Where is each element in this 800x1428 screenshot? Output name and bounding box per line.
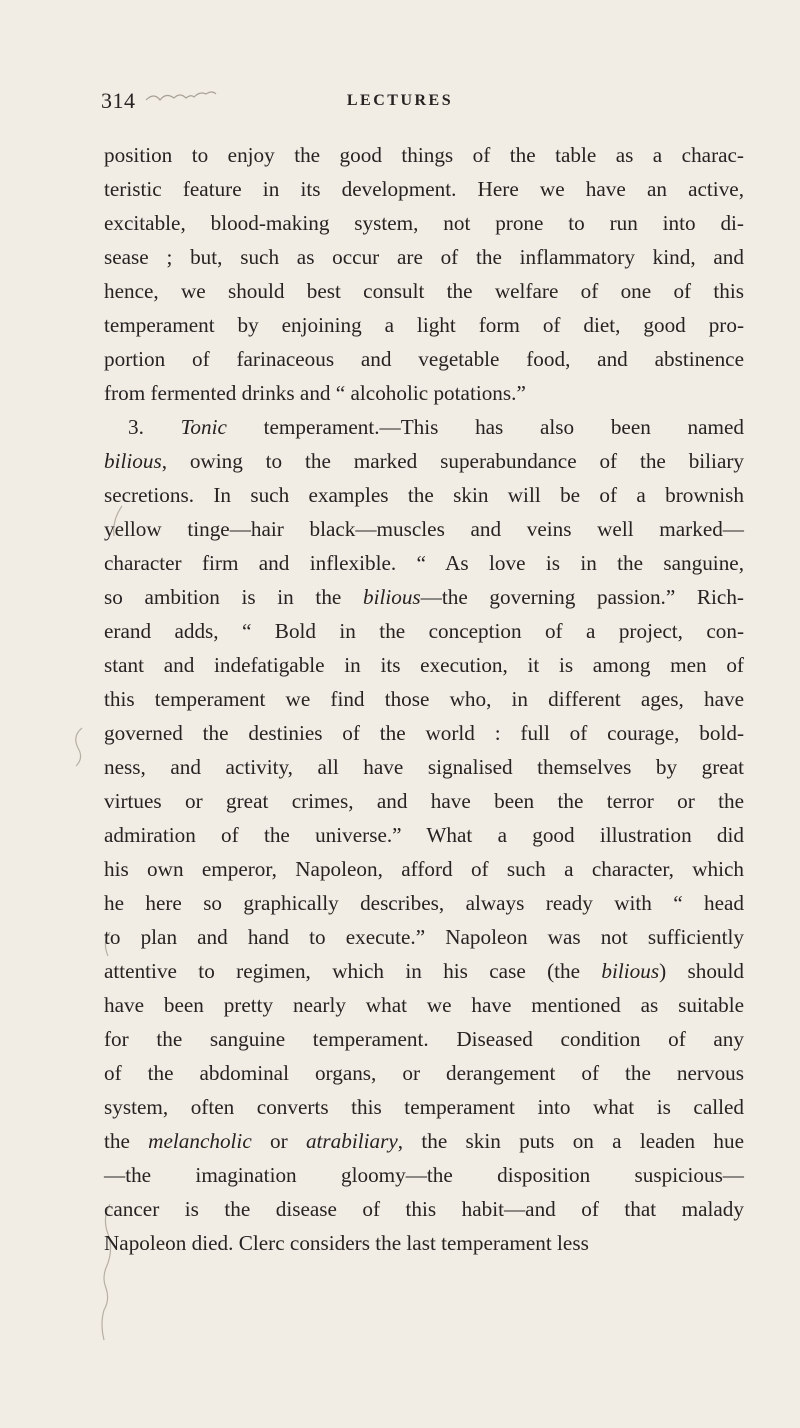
- text-line: teristic feature in its development. Here we have an active,: [104, 177, 744, 201]
- text-line: to plan and hand to execute.” Napoleon was not sufficiently: [104, 925, 744, 949]
- text-line: attentive to regimen, which in his case (the bilious) should: [104, 959, 744, 983]
- text-line: 3. Tonic temperament.—This has also been named: [128, 415, 745, 439]
- text-line: bilious, owing to the marked superabundance of the biliary: [104, 449, 744, 473]
- text-line: —the imagination gloomy—the disposition suspicious—: [104, 1163, 744, 1187]
- text-line: the melancholic or atrabiliary, the skin puts on a leaden hue: [104, 1129, 744, 1153]
- text-line: stant and indefatigable in its execution, it is among men of: [104, 653, 744, 677]
- text-line: system, often converts this temperament into what is called: [104, 1095, 744, 1119]
- text-line: he here so graphically describes, always ready with “ head: [104, 891, 744, 915]
- text-line: position to enjoy the good things of the table as a charac-: [104, 143, 744, 167]
- text-line: his own emperor, Napoleon, afford of such a character, which: [104, 857, 744, 881]
- text-line: excitable, blood-making system, not prone to run into di-: [104, 211, 744, 235]
- text-line: for the sanguine temperament. Diseased condition of any: [104, 1027, 744, 1051]
- text-line: Napoleon died. Clerc considers the last temperament less: [104, 1231, 589, 1255]
- text-line: erand adds, “ Bold in the conception of a project, con-: [104, 619, 744, 643]
- text-line: from fermented drinks and “ alcoholic potations.”: [104, 381, 526, 405]
- page-number: 314: [101, 88, 136, 113]
- text-line: cancer is the disease of this habit—and of that malady: [104, 1197, 744, 1221]
- italic-term: bilious: [601, 959, 660, 983]
- italic-term: Tonic: [180, 415, 227, 439]
- text-line: temperament by enjoining a light form of diet, good pro-: [104, 313, 744, 337]
- text-line: virtues or great crimes, and have been the terror or the: [104, 789, 744, 813]
- italic-term: melancholic: [148, 1129, 252, 1153]
- italic-term: bilious: [104, 449, 162, 473]
- italic-term: bilious: [362, 585, 421, 609]
- page-header: [0, 88, 800, 114]
- text-line: have been pretty nearly what we have mentioned as suitable: [104, 993, 744, 1017]
- text-line: this temperament we find those who, in different ages, have: [104, 687, 744, 711]
- text-line: governed the destinies of the world : full of courage, bold-: [104, 721, 744, 745]
- text-line: so ambition is in the bilious—the governing passion.” Rich-: [104, 585, 744, 609]
- text-line: portion of farinaceous and vegetable food, and abstinence: [104, 347, 744, 371]
- text-line: hence, we should best consult the welfare of one of this: [104, 279, 744, 303]
- body-text: [104, 138, 744, 1260]
- text-line: admiration of the universe.” What a good illustration did: [104, 823, 744, 847]
- text-line: sease ; but, such as occur are of the inflammatory kind, and: [104, 245, 744, 269]
- italic-term: atrabiliary: [305, 1129, 398, 1153]
- text-line: yellow tinge—hair black—muscles and veins well marked—: [104, 517, 744, 541]
- text-line: character firm and inflexible. “ As love is in the sanguine,: [104, 551, 744, 575]
- text-line: of the abdominal organs, or derangement of the nervous: [104, 1061, 744, 1085]
- text-line: secretions. In such examples the skin will be of a brownish: [104, 483, 744, 507]
- running-head: LECTURES: [346, 92, 454, 109]
- text-line: ness, and activity, all have signalised themselves by great: [104, 755, 744, 779]
